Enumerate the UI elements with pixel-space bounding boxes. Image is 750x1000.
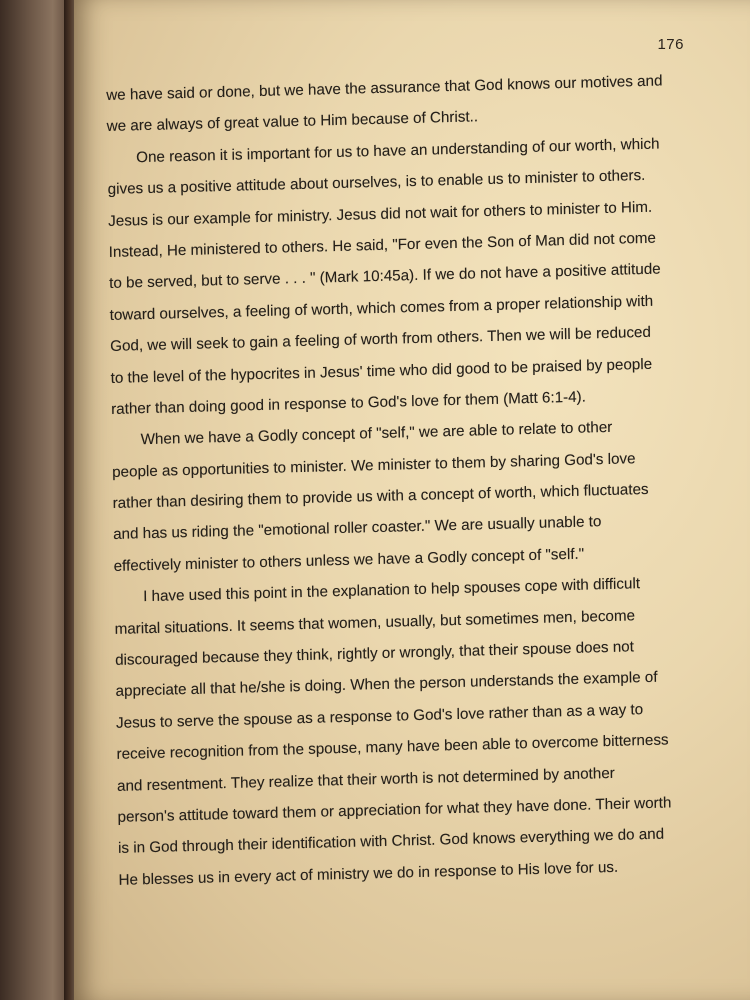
text-line: we have said or done, but we have the assurance that God knows our motives and — [106, 72, 663, 104]
text-line: to the level of the hypocrites in Jesus' time who did good to be praised by people — [110, 355, 653, 387]
text-line: rather than desiring them to provide us with a concept of worth, which fluctuates — [112, 480, 649, 513]
text-line: God, we will seek to gain a feeling of worth from others. Then we will be reduced — [110, 323, 652, 356]
text-line: to be served, but to serve . . . " (Mark 10:45a). If we do not have a positive attitude — [109, 260, 661, 293]
text-line: He blesses us in every act of ministry we do in response to His love for us. — [118, 858, 619, 889]
text-line: effectively minister to others unless we have a Godly concept of "self." — [113, 545, 585, 575]
text-line: person's attitude toward them or appreciation for what they have done. Their worth — [117, 794, 672, 826]
book-page — [74, 0, 750, 1000]
left-page-edge — [0, 0, 66, 1000]
text-line: One reason it is important for us to have an understanding of our worth, which — [136, 135, 660, 167]
text-line: toward ourselves, a feeling of worth, which comes from a proper relationship with — [109, 292, 654, 324]
text-line: When we have a Godly concept of "self," we are able to relate to other — [140, 419, 613, 449]
text-line: and resentment. They realize that their worth is not determined by another — [116, 764, 615, 795]
text-line: people as opportunities to minister. We minister to them by sharing God's love — [112, 449, 636, 481]
body-text — [106, 65, 704, 896]
text-line: we are always of great value to Him because of Christ.. — [106, 108, 479, 136]
page-number: 176 — [657, 36, 684, 53]
text-line: marital situations. It seems that women, usually, but sometimes men, become — [114, 606, 636, 638]
text-line: discouraged because they think, rightly or wrongly, that their spouse does not — [114, 638, 635, 669]
text-line: gives us a positive attitude about ourselves, is to enable us to minister to others. — [107, 167, 646, 199]
text-line: Jesus is our example for ministry. Jesus did not wait for others to minister to Him. — [108, 198, 653, 230]
text-line: Instead, He ministered to others. He said, "For even the Son of Man did not come — [108, 229, 657, 261]
text-line: appreciate all that he/she is doing. When the person understands the example of — [115, 669, 658, 701]
text-line: receive recognition from the spouse, many have been able to overcome bitterness — [116, 731, 669, 764]
text-line: Jesus to serve the spouse as a response to God's love rather than as a way to — [115, 700, 644, 732]
text-line: I have used this point in the explanation to help spouses cope with difficult — [142, 575, 641, 606]
text-line: rather than doing good in response to God's love for them (Matt 6:1-4). — [111, 388, 586, 418]
text-line: and has us riding the "emotional roller coaster." We are usually unable to — [113, 513, 602, 544]
text-line: is in God through their identification with Christ. God knows everything we do and — [117, 825, 665, 858]
